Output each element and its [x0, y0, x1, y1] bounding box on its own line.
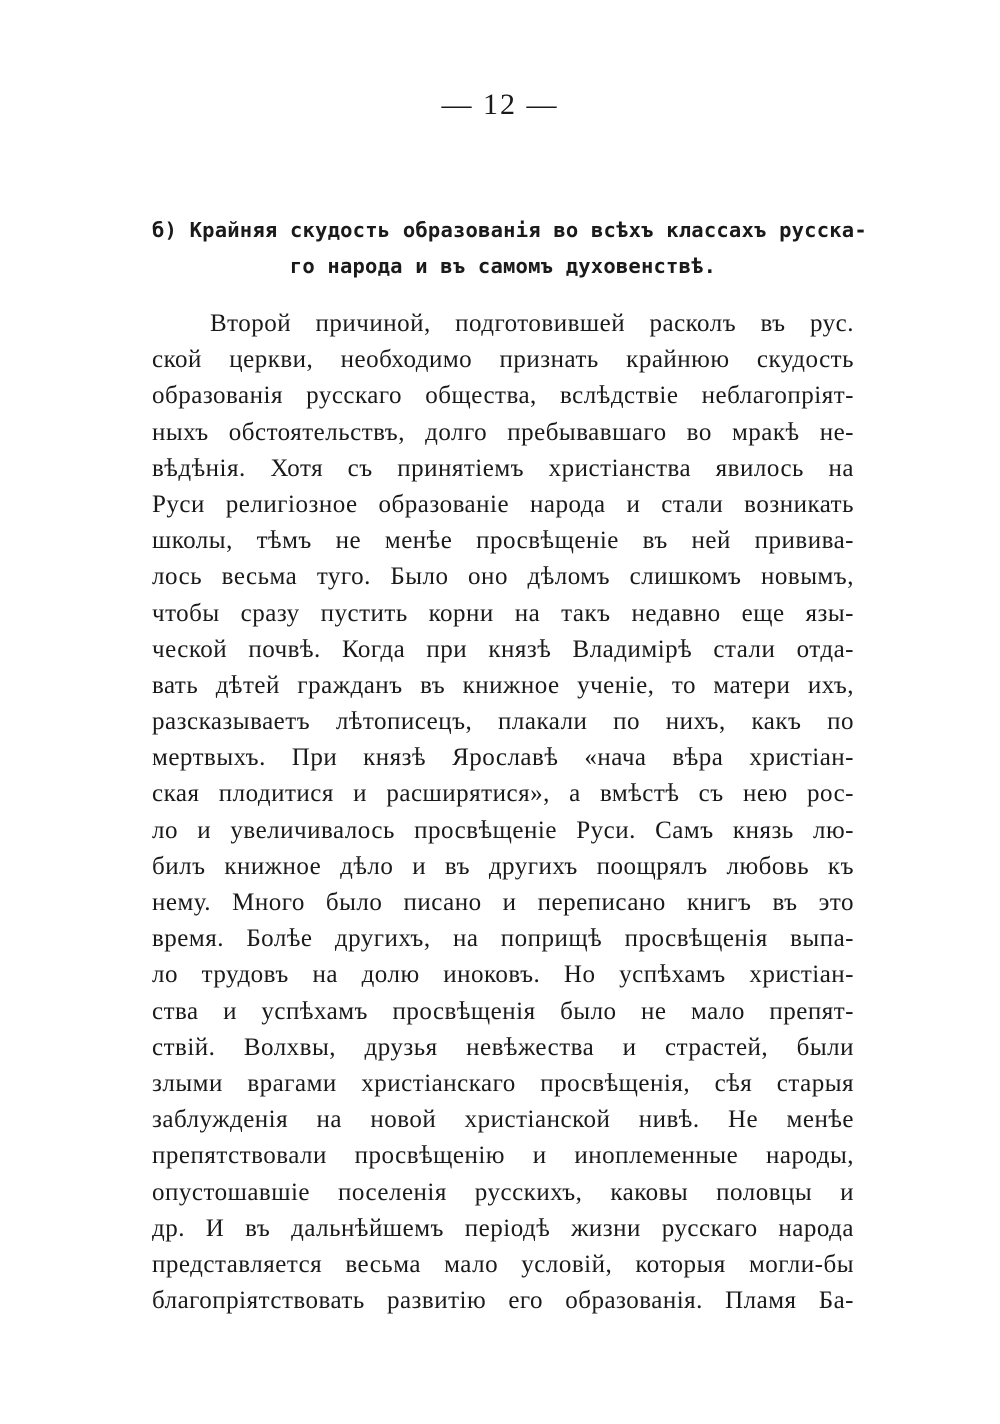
page-number: — 12 —: [441, 88, 559, 121]
text-line: опустошавшіе поселенія русскихъ, каковы половцы и: [152, 1178, 854, 1206]
text-line: др. И въ дальнѣйшемъ періодѣ жизни русскаго народа: [152, 1214, 854, 1242]
text-line: нему. Много было писано и переписано книгъ въ это: [152, 889, 854, 916]
text-line: ской церкви, необходимо признать крайнюю скудость: [152, 346, 854, 374]
text-line: мертвыхъ. При князѣ Ярославѣ «нача вѣра христіан-: [152, 744, 854, 772]
body-paragraph: [152, 306, 854, 1319]
text-line: ныхъ обстоятельствъ, долго пребывавшаго во мракѣ не-: [152, 418, 854, 446]
text-line: представляется весьма мало условій, которыя могли-бы: [152, 1250, 854, 1278]
text-line: разсказываетъ лѣтописецъ, плакали по нихъ, какъ по: [152, 708, 854, 736]
text-line: время. Болѣе другихъ, на поприщѣ просвѣщенія выпа-: [152, 925, 854, 953]
text-line: ло трудовъ на долю иноковъ. Но успѣхамъ христіан-: [152, 961, 854, 989]
text-line: вать дѣтей гражданъ въ книжное ученіе, то матери ихъ,: [152, 671, 854, 699]
text-line: злыми врагами христіанскаго просвѣщенія, сѣя старыя: [152, 1069, 854, 1097]
text-line: вѣдѣнія. Хотя съ принятіемъ христіанства явилось на: [152, 454, 854, 482]
section-heading-line-2: го народа и въ самомъ духовенствѣ.: [289, 254, 717, 278]
text-line: ства и успѣхамъ просвѣщенія было не мало препят-: [152, 997, 854, 1025]
text-line: лось весьма туго. Было оно дѣломъ слишкомъ новымъ,: [152, 563, 854, 591]
section-heading-line-1: б) Крайняя скудость образованія во всѣхъ классахъ русска-: [152, 218, 867, 242]
text-line: Второй причиной, подготовившей расколъ въ рус.: [210, 310, 854, 337]
text-line: билъ книжное дѣло и въ другихъ поощрялъ любовь къ: [152, 852, 854, 880]
text-line: ло и увеличивалось просвѣщеніе Руси. Самъ князь лю-: [152, 816, 854, 844]
text-line: чтобы сразу пустить корни на такъ недавно еще язы-: [152, 599, 854, 627]
text-line: образованія русскаго общества, вслѣдствіе неблагопріят-: [152, 382, 854, 410]
text-line: ствій. Волхвы, друзья невѣжества и страстей, были: [152, 1033, 854, 1061]
text-line: ская плодитися и расширятися», а вмѣстѣ съ нею рос-: [152, 780, 854, 808]
text-line: Руси религіозное образованіе народа и стали возникать: [152, 490, 854, 518]
text-line: препятствовали просвѣщенію и иноплеменные народы,: [152, 1142, 854, 1170]
text-line: заблужденія на новой христіанской нивѣ. Не менѣе: [152, 1106, 854, 1134]
text-line: школы, тѣмъ не менѣе просвѣщеніе въ ней привива-: [152, 527, 854, 555]
text-line: благопріятствовать развитію его образованія. Пламя Ба-: [152, 1287, 854, 1315]
text-line: ческой почвѣ. Когда при князѣ Владимірѣ стали отда-: [152, 635, 854, 663]
